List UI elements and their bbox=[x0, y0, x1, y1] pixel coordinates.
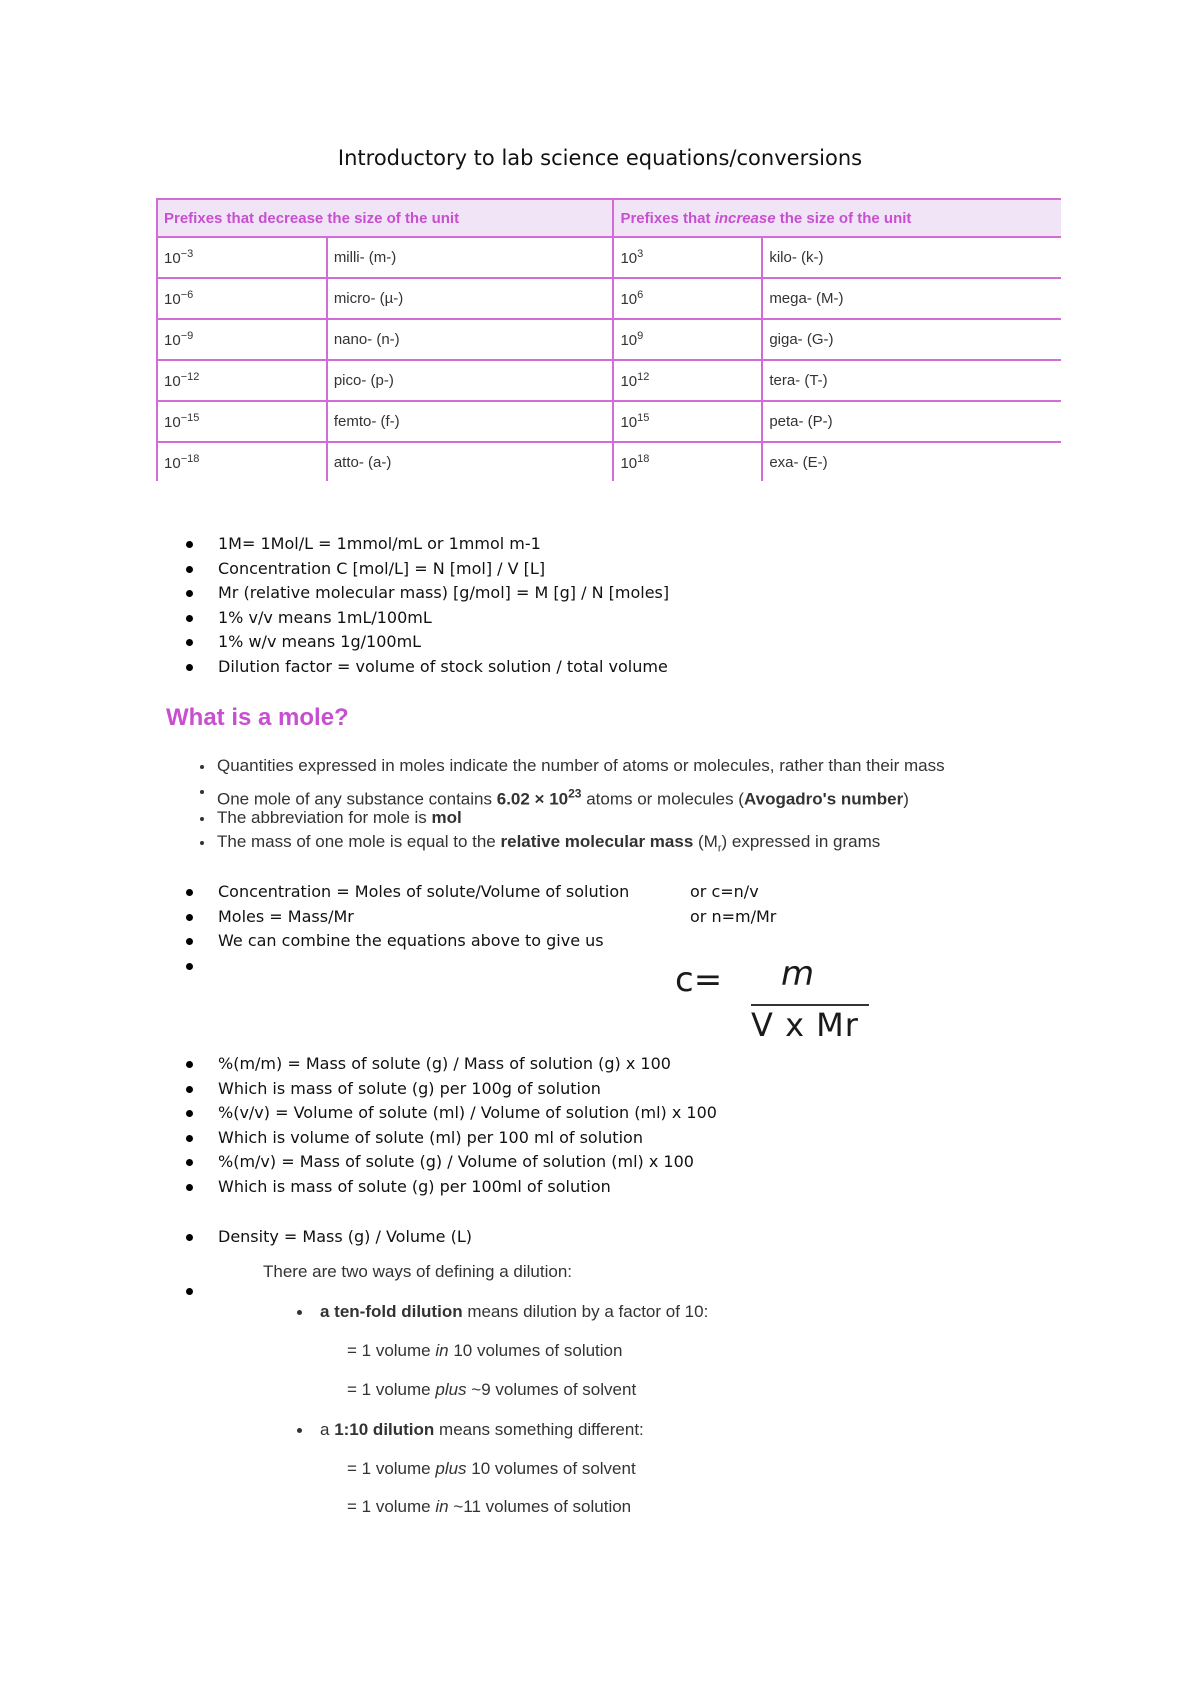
formula-lhs: c= bbox=[675, 960, 723, 1000]
increase-prefix: mega- (M-) bbox=[762, 278, 1061, 319]
decrease-power: $10^{-12}$ bbox=[157, 360, 327, 401]
increase-power: $10^6$ bbox=[613, 278, 762, 319]
list-item: Quantities expressed in moles indicate the number of atoms or molecules, rather than their mass bbox=[217, 754, 945, 779]
list-item: Density = Mass (g) / Volume (L) bbox=[218, 1225, 472, 1250]
conversion-list bbox=[218, 532, 669, 679]
table-row bbox=[157, 278, 1061, 319]
list-item: Concentration = Moles of solute/Volume of solution or c=n/v bbox=[218, 880, 629, 905]
list-item: Which is volume of solute (ml) per 100 ml of solution bbox=[218, 1126, 717, 1151]
ten-fold-line-1: = 1 volume in 10 volumes of solution bbox=[347, 1341, 623, 1360]
increase-prefix: peta- (P-) bbox=[762, 401, 1061, 442]
density-list bbox=[218, 1225, 472, 1250]
list-item: Dilution factor = volume of stock solution / total volume bbox=[218, 655, 669, 680]
list-item: Which is mass of solute (g) per 100g of solution bbox=[218, 1077, 717, 1102]
ratio-definition: a 1:10 dilution means something different: bbox=[320, 1420, 644, 1439]
bullet bbox=[297, 1428, 302, 1433]
decrease-prefix: micro- (µ-) bbox=[327, 278, 614, 319]
table-row bbox=[157, 442, 1061, 481]
increase-prefix: exa- (E-) bbox=[762, 442, 1061, 481]
increase-power: $10^3$ bbox=[613, 237, 762, 278]
increase-prefix: tera- (T-) bbox=[762, 360, 1061, 401]
ten-fold-line-2: = 1 volume plus ~9 volumes of solvent bbox=[347, 1380, 637, 1399]
list-item: 1% w/v means 1g/100mL bbox=[218, 630, 669, 655]
list-item: The abbreviation for mole is mol bbox=[217, 806, 945, 831]
header-increase: Prefixes that increase the size of the unit bbox=[613, 199, 1061, 237]
list-item: Mr (relative molecular mass) [g/mol] = M [g] / N [moles] bbox=[218, 581, 669, 606]
header-decrease: Prefixes that decrease the size of the unit bbox=[157, 199, 613, 237]
ten-fold-definition: a ten-fold dilution means dilution by a factor of 10: bbox=[320, 1302, 709, 1321]
ratio-line-1: = 1 volume plus 10 volumes of solvent bbox=[347, 1459, 636, 1478]
list-item: Which is mass of solute (g) per 100ml of solution bbox=[218, 1175, 717, 1200]
list-item: We can combine the equations above to give us bbox=[218, 929, 629, 954]
decrease-prefix: pico- (p-) bbox=[327, 360, 614, 401]
list-item bbox=[218, 954, 629, 979]
increase-prefix: kilo- (k-) bbox=[762, 237, 1061, 278]
increase-power: $10^{18}$ bbox=[613, 442, 762, 481]
decrease-prefix: femto- (f-) bbox=[327, 401, 614, 442]
list-item: %(m/v) = Mass of solute (g) / Volume of solution (ml) x 100 bbox=[218, 1150, 717, 1175]
decrease-power: $10^{-9}$ bbox=[157, 319, 327, 360]
list-item: Concentration C [mol/L] = N [mol] / V [L] bbox=[218, 557, 669, 582]
decrease-prefix: nano- (n-) bbox=[327, 319, 614, 360]
decrease-prefix: atto- (a-) bbox=[327, 442, 614, 481]
formula-numerator: m bbox=[781, 954, 815, 994]
list-item: %(m/m) = Mass of solute (g) / Mass of solution (g) x 100 bbox=[218, 1052, 717, 1077]
decrease-power: $10^{-6}$ bbox=[157, 278, 327, 319]
table-row bbox=[157, 401, 1061, 442]
concentration-formula bbox=[645, 954, 895, 1044]
concentration-list bbox=[218, 880, 777, 978]
list-item: 1M= 1Mol/L = 1mmol/mL or 1mmol m-1 bbox=[218, 532, 669, 557]
dilution-intro: There are two ways of defining a dilution: bbox=[263, 1262, 573, 1281]
decrease-power: $10^{-15}$ bbox=[157, 401, 327, 442]
decrease-prefix: milli- (m-) bbox=[327, 237, 614, 278]
decrease-power: $10^{-18}$ bbox=[157, 442, 327, 481]
increase-prefix: giga- (G-) bbox=[762, 319, 1061, 360]
table-row bbox=[157, 237, 1061, 278]
list-item: The mass of one mole is equal to the relative molecular mass $(M_r)$ expressed in grams bbox=[217, 830, 945, 855]
decrease-power: $10^{-3}$ bbox=[157, 237, 327, 278]
bullet bbox=[297, 1310, 302, 1315]
table-row bbox=[157, 360, 1061, 401]
increase-power: $10^{15}$ bbox=[613, 401, 762, 442]
prefix-table bbox=[156, 198, 1061, 481]
list-item: Moles = Mass/Mr or n=m/Mr bbox=[218, 905, 629, 930]
prefix-table-header bbox=[157, 199, 1061, 237]
document-title: Introductory to lab science equations/conversions bbox=[337, 146, 863, 170]
list-item: 1% v/v means 1mL/100mL bbox=[218, 606, 669, 631]
mole-heading: What is a mole? bbox=[166, 704, 349, 731]
increase-power: $10^9$ bbox=[613, 319, 762, 360]
list-item: %(v/v) = Volume of solute (ml) / Volume of solution (ml) x 100 bbox=[218, 1101, 717, 1126]
table-row bbox=[157, 319, 1061, 360]
formula-denominator: V x Mr bbox=[751, 1006, 859, 1044]
bullet bbox=[186, 1288, 193, 1295]
list-item: One mole of any substance contains $6.02 \times 10^{23}$ atoms or molecules (Avogadro's number) bbox=[217, 779, 945, 806]
ratio-line-2: = 1 volume in ~11 volumes of solution bbox=[347, 1497, 632, 1516]
percentage-list bbox=[218, 1052, 717, 1199]
increase-power: $10^{12}$ bbox=[613, 360, 762, 401]
mole-list bbox=[217, 754, 945, 855]
